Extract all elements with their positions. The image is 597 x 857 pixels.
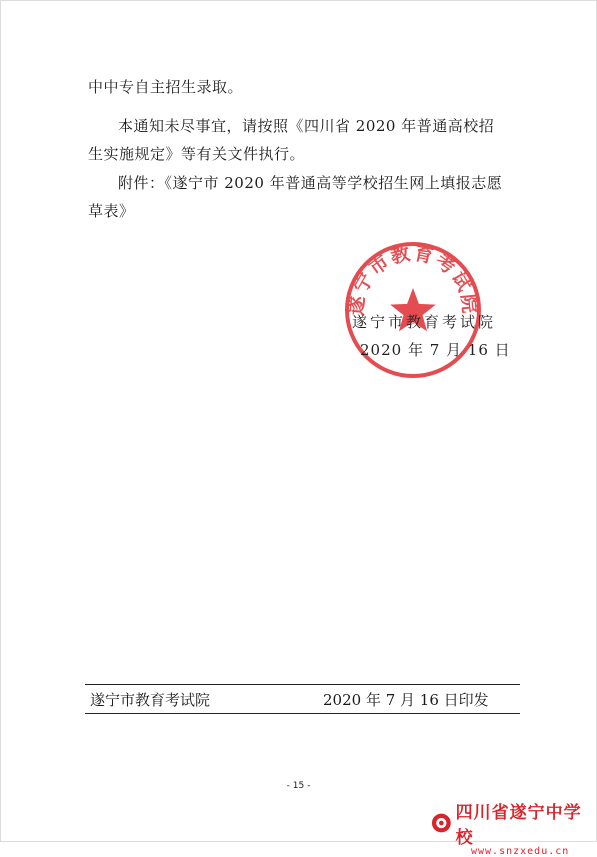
body-line-4: 附件：《遂宁市 2020 年普通高等学校招生网上填报志愿: [118, 174, 503, 192]
seal-text: 遂宁市教育考试院: [345, 242, 481, 317]
watermark-name: 四川省遂宁中学校: [455, 803, 582, 848]
footer-issued-date: 2020 年 7 月 16 日印发: [323, 691, 489, 709]
signature-org: 遂宁市教育考试院: [352, 313, 497, 331]
signature-date: 2020 年 7 月 16 日: [360, 341, 511, 359]
body-line-3: 生实施规定》等有关文件执行。: [88, 145, 306, 163]
school-watermark: [431, 798, 591, 857]
footer-issuer: 遂宁市教育考试院: [90, 691, 211, 709]
footer-rule-top: [85, 684, 520, 685]
body-line-2: 本通知未尽事宜，请按照《四川省 2020 年普通高校招: [118, 117, 495, 135]
footer-rule-bottom: [85, 713, 520, 714]
body-line-5: 草表》: [88, 202, 135, 220]
page-number: - 15 -: [286, 781, 311, 791]
school-logo-icon: [431, 812, 452, 834]
watermark-url: www.snzxedu.cn: [471, 846, 570, 857]
body-line-1: 中中专自主招生录取。: [88, 78, 244, 96]
